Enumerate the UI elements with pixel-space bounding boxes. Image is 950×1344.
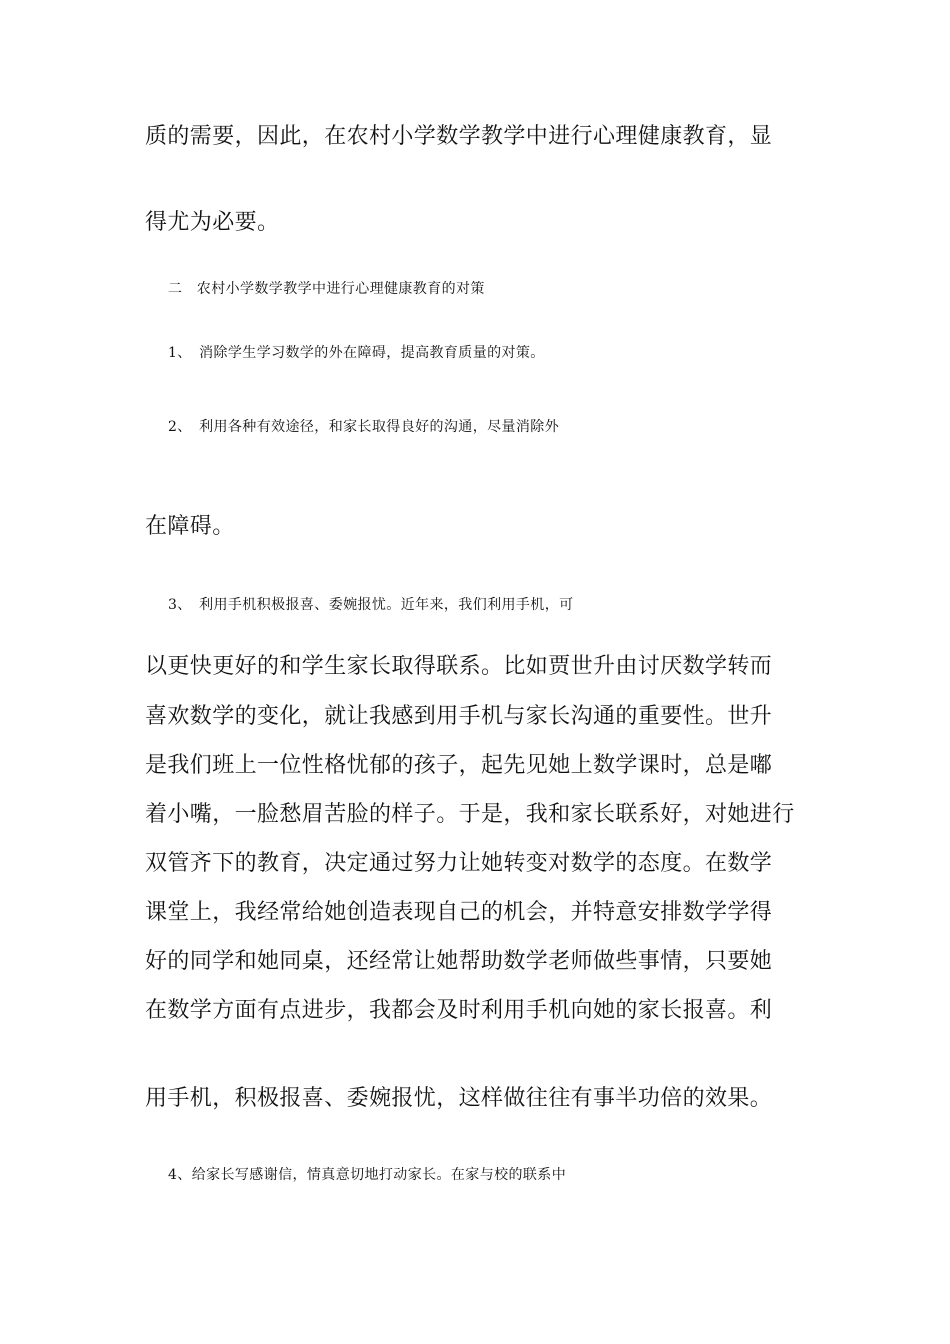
text-line-11: 着小嘴，一脸愁眉苦脸的样子。于是，我和家长联系好，对她进行 [145, 802, 795, 827]
text-line-9: 喜欢数学的变化，就让我感到用手机与家长沟通的重要性。世升 [145, 704, 773, 729]
list-item-1: 1、 消除学生学习数学的外在障碍，提高教育质量的对策。 [168, 345, 545, 361]
text-line-13: 课堂上，我经常给她创造表现自己的机会，并特意安排数学学得 [145, 900, 773, 925]
text-line-10: 是我们班上一位性格忧郁的孩子，起先见她上数学课时，总是嘟 [145, 753, 773, 778]
text-line-12: 双管齐下的教育，决定通过努力让她转变对数学的态度。在数学 [145, 851, 773, 876]
list-item-3: 3、 利用手机积极报喜、委婉报忧。近年来，我们利用手机，可 [168, 597, 574, 613]
text-line-2: 得尤为必要。 [145, 210, 280, 235]
text-line-16: 用手机，积极报喜、委婉报忧，这样做往往有事半功倍的效果。 [145, 1086, 773, 1111]
list-item-4: 4、给家长写感谢信，情真意切地打动家长。在家与校的联系中 [168, 1167, 567, 1183]
list-item-2: 2、 利用各种有效途径，和家长取得良好的沟通，尽量消除外 [168, 419, 560, 435]
text-line-15: 在数学方面有点进步，我都会及时利用手机向她的家长报喜。利 [145, 998, 773, 1023]
section-heading: 二 农村小学数学教学中进行心理健康教育的对策 [168, 281, 485, 297]
text-line-14: 好的同学和她同桌，还经常让她帮助数学老师做些事情，只要她 [145, 949, 773, 974]
text-line-6: 在障碍。 [145, 514, 235, 539]
text-line-8: 以更快更好的和学生家长取得联系。比如贾世升由讨厌数学转而 [145, 654, 773, 679]
text-line-1: 质的需要，因此，在农村小学数学教学中进行心理健康教育，显 [145, 124, 773, 149]
